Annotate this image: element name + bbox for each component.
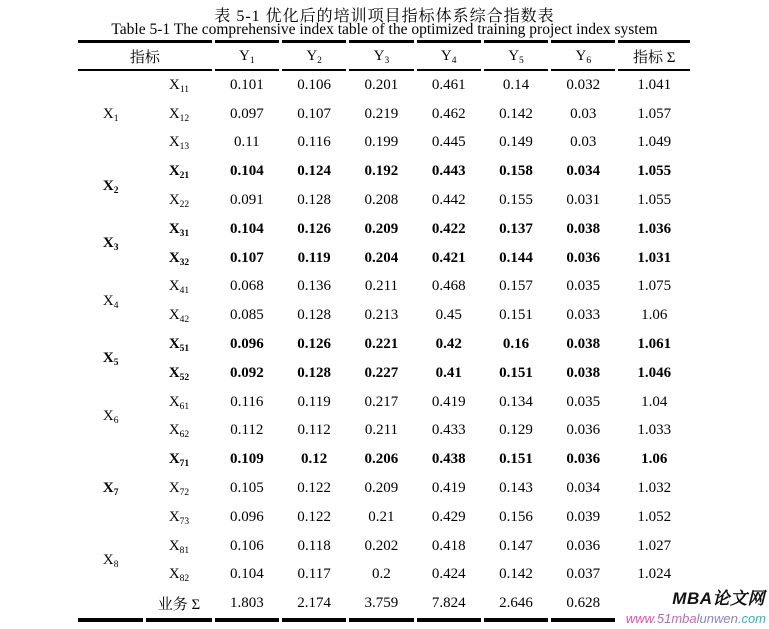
footer-value-cell: 2.646 — [484, 589, 548, 622]
value-cell: 0.21 — [368, 508, 395, 525]
value-cell: 0.126 — [297, 220, 331, 237]
value-cell: 0.422 — [431, 220, 466, 237]
value-cell: 0.433 — [431, 422, 466, 439]
watermark-url — [618, 610, 768, 628]
indicator-label-cell: $X_{81}$ — [168, 537, 190, 556]
value-cell: 0.445 — [431, 134, 466, 151]
column-header: $Y_1$ — [215, 40, 279, 71]
column-header: $Y_6$ — [551, 40, 615, 71]
table-row — [78, 330, 690, 359]
value-cell: 1.06 — [641, 451, 668, 468]
value-cell: 0.101 — [229, 76, 264, 93]
value-cell: 0.118 — [297, 537, 331, 554]
table-row — [78, 532, 690, 561]
value-cell: 0.147 — [499, 537, 533, 554]
table-row — [78, 561, 690, 590]
value-cell: 0.134 — [499, 393, 533, 410]
value-cell: 0.419 — [431, 393, 466, 410]
indicator-label-cell: $X_{51}$ — [168, 336, 190, 355]
footer-value-cell: 7.824 — [417, 589, 481, 622]
value-cell: 1.024 — [637, 566, 672, 583]
table-row — [78, 157, 690, 186]
value-cell: 0.213 — [364, 307, 399, 324]
value-cell: 0.142 — [499, 105, 533, 122]
watermark-url-segment: 51mba — [656, 611, 697, 626]
value-cell: 0.122 — [297, 508, 331, 525]
value-cell: 1.031 — [637, 249, 672, 266]
value-cell: 0.209 — [364, 220, 399, 237]
value-cell: 1.032 — [637, 480, 672, 497]
value-cell: 0.209 — [364, 480, 399, 497]
indicator-label-cell: $X_{62}$ — [168, 422, 190, 441]
value-cell: 0.096 — [229, 508, 264, 525]
value-cell: 0.151 — [499, 451, 533, 468]
value-cell: 0.45 — [435, 307, 462, 324]
value-cell: 0.208 — [364, 192, 399, 209]
column-header: $Y_2$ — [282, 40, 346, 71]
value-cell: 0.136 — [297, 278, 331, 295]
value-cell: 1.027 — [637, 537, 672, 554]
value-cell: 1.052 — [637, 508, 672, 525]
value-cell: 0.03 — [570, 134, 597, 151]
column-header: 指标 — [78, 40, 212, 71]
value-cell: 0.037 — [566, 566, 601, 583]
value-cell: 0.151 — [499, 307, 533, 324]
value-cell: 0.211 — [364, 422, 399, 439]
group-label-cell: $X_4$ — [102, 292, 119, 311]
value-cell: 0.038 — [566, 364, 601, 381]
value-cell: 0.221 — [364, 336, 399, 353]
value-cell: 0.16 — [502, 336, 530, 353]
value-cell: 0.036 — [566, 249, 601, 266]
value-cell: 0.119 — [297, 249, 331, 266]
value-cell: 0.429 — [431, 508, 466, 525]
indicator-label-cell: $X_{41}$ — [168, 278, 190, 297]
header-row — [78, 40, 690, 71]
value-cell: 0.112 — [230, 422, 264, 439]
value-cell: 0.116 — [297, 134, 331, 151]
footer-value-cell: 2.174 — [282, 589, 346, 622]
group-label-cell: $X_6$ — [102, 408, 119, 427]
group-label-cell: $X_3$ — [102, 235, 119, 254]
value-cell: 0.117 — [297, 566, 331, 583]
value-cell: 0.128 — [297, 307, 331, 324]
value-cell: 0.038 — [566, 220, 601, 237]
indicator-label-cell: $X_{61}$ — [168, 393, 190, 412]
table-row — [78, 215, 690, 244]
value-cell: 0.424 — [431, 566, 466, 583]
value-cell: 1.036 — [637, 220, 672, 237]
value-cell: 0.211 — [364, 278, 399, 295]
value-cell: 1.055 — [637, 192, 672, 209]
value-cell: 0.156 — [499, 508, 533, 525]
value-cell: 0.461 — [431, 76, 466, 93]
footer-value-cell: 0.628 — [551, 589, 615, 622]
table-row — [78, 244, 690, 273]
column-header: $Y_5$ — [484, 40, 548, 71]
value-cell: 0.107 — [229, 249, 264, 266]
value-cell: 0.443 — [431, 163, 466, 180]
value-cell: 0.462 — [431, 105, 466, 122]
value-cell: 0.149 — [499, 134, 533, 151]
indicator-label-cell: $X_{71}$ — [168, 451, 190, 470]
value-cell: 0.035 — [566, 393, 601, 410]
table-row — [78, 417, 690, 446]
value-cell: 0.105 — [229, 480, 264, 497]
group-label-cell: $X_8$ — [102, 552, 119, 571]
value-cell: 0.419 — [431, 480, 466, 497]
value-cell: 0.227 — [364, 364, 399, 381]
value-cell: 0.14 — [502, 76, 530, 93]
table-row — [78, 71, 690, 100]
indicator-label-cell: $X_{52}$ — [168, 364, 190, 383]
value-cell: 1.06 — [641, 307, 668, 324]
value-cell: 0.438 — [431, 451, 466, 468]
indicator-label-cell: $X_{42}$ — [168, 307, 190, 326]
value-cell: 1.033 — [637, 422, 672, 439]
value-cell: 0.119 — [297, 393, 331, 410]
value-cell: 0.036 — [566, 422, 601, 439]
value-cell: 0.2 — [372, 566, 391, 583]
footer-row — [78, 589, 690, 622]
table-row — [78, 301, 690, 330]
indicator-label-cell: $X_{13}$ — [168, 134, 190, 153]
value-cell: 0.157 — [499, 278, 533, 295]
value-cell: 0.031 — [566, 192, 601, 209]
indicator-label-cell: $X_{73}$ — [168, 508, 190, 527]
value-cell: 1.061 — [637, 336, 672, 353]
footer-value-cell: 1.803 — [215, 589, 279, 622]
table-row — [78, 129, 690, 158]
column-header: 指标 Σ — [618, 40, 690, 71]
value-cell: 0.036 — [566, 451, 601, 468]
value-cell: 0.112 — [297, 422, 331, 439]
value-cell: 0.129 — [499, 422, 533, 439]
empty-cell — [78, 589, 143, 622]
watermark-url-segment: .com — [737, 611, 766, 626]
indicator-label-cell: $X_{72}$ — [168, 480, 190, 499]
value-cell: 0.142 — [499, 566, 533, 583]
value-cell: 0.41 — [435, 364, 462, 381]
value-cell: 0.104 — [229, 163, 264, 180]
watermark-brand: MBA论文网 — [672, 589, 765, 608]
table-body — [78, 71, 690, 622]
table-row — [78, 273, 690, 302]
table-row — [78, 445, 690, 474]
value-cell: 0.468 — [431, 278, 466, 295]
value-cell: 0.107 — [297, 105, 331, 122]
value-cell: 0.192 — [364, 163, 399, 180]
table-row — [78, 474, 690, 503]
value-cell: 0.116 — [230, 393, 264, 410]
value-cell: 0.204 — [364, 249, 399, 266]
table-header — [78, 40, 690, 71]
table-row — [78, 503, 690, 532]
watermark-url-segment: lunwen — [696, 611, 738, 626]
table-title-cn: 表 5-1 优化后的培训项目指标体系综合指数表 — [214, 8, 555, 25]
value-cell: 0.092 — [229, 364, 264, 381]
value-cell: 0.106 — [229, 537, 264, 554]
value-cell: 0.038 — [566, 336, 601, 353]
value-cell: 0.091 — [229, 192, 264, 209]
value-cell: 1.046 — [637, 364, 672, 381]
table-row — [78, 100, 690, 129]
indicator-label-cell: $X_{32}$ — [168, 249, 190, 268]
value-cell: 0.144 — [499, 249, 533, 266]
indicator-label-cell: $X_{31}$ — [168, 220, 190, 239]
table-row — [78, 388, 690, 417]
value-cell: 0.097 — [229, 105, 264, 122]
value-cell: 0.421 — [431, 249, 466, 266]
value-cell: 1.049 — [637, 134, 672, 151]
value-cell: 0.109 — [229, 451, 264, 468]
value-cell: 0.104 — [229, 566, 264, 583]
group-label-cell: $X_1$ — [102, 105, 119, 124]
value-cell: 0.039 — [566, 508, 601, 525]
value-cell: 0.106 — [297, 76, 331, 93]
watermark-url-segment: www. — [625, 611, 657, 626]
indicator-label-cell: $X_{11}$ — [169, 76, 189, 95]
value-cell: 0.42 — [435, 336, 462, 353]
value-cell: 0.11 — [233, 134, 260, 151]
value-cell: 0.034 — [566, 480, 601, 497]
value-cell: 0.418 — [431, 537, 466, 554]
value-cell: 0.143 — [499, 480, 533, 497]
value-cell: 0.126 — [297, 336, 331, 353]
indicator-label-cell: $X_{82}$ — [168, 566, 190, 585]
value-cell: 1.041 — [637, 76, 672, 93]
footer-value-cell: 3.759 — [349, 589, 413, 622]
value-cell: 0.122 — [297, 480, 331, 497]
column-header: $Y_4$ — [417, 40, 481, 71]
value-cell: 0.032 — [566, 76, 601, 93]
value-cell: 0.155 — [499, 192, 533, 209]
value-cell: 0.219 — [364, 105, 399, 122]
index-table — [75, 40, 693, 622]
table-row — [78, 186, 690, 215]
value-cell: 0.035 — [566, 278, 601, 295]
footer-label-cell: 业务 Σ — [146, 589, 211, 622]
table-title-en: Table 5-1 The comprehensive index table of the optimized training project index system — [111, 21, 658, 38]
value-cell: 0.201 — [364, 76, 399, 93]
indicator-label-cell: $X_{22}$ — [168, 192, 190, 211]
value-cell: 0.199 — [364, 134, 399, 151]
group-label-cell: $X_7$ — [102, 480, 119, 499]
value-cell: 1.04 — [641, 393, 668, 410]
value-cell: 0.137 — [499, 220, 533, 237]
value-cell: 0.034 — [566, 163, 601, 180]
value-cell: 0.128 — [297, 364, 331, 381]
value-cell: 0.096 — [229, 336, 264, 353]
value-cell: 1.055 — [637, 163, 672, 180]
value-cell: 0.206 — [364, 451, 399, 468]
value-cell: 0.124 — [297, 163, 331, 180]
indicator-label-cell: $X_{21}$ — [168, 163, 190, 182]
value-cell: 0.03 — [570, 105, 597, 122]
value-cell: 0.085 — [229, 307, 264, 324]
value-cell: 1.075 — [637, 278, 672, 295]
value-cell: 0.068 — [229, 278, 264, 295]
table-row — [78, 359, 690, 388]
group-label-cell: $X_2$ — [102, 177, 119, 196]
value-cell: 0.104 — [229, 220, 264, 237]
value-cell: 0.442 — [431, 192, 466, 209]
value-cell: 0.202 — [364, 537, 399, 554]
value-cell: 0.217 — [364, 393, 399, 410]
value-cell: 0.033 — [566, 307, 601, 324]
value-cell: 0.151 — [499, 364, 533, 381]
group-label-cell: $X_5$ — [102, 350, 119, 369]
indicator-label-cell: $X_{12}$ — [168, 105, 190, 124]
value-cell: 0.128 — [297, 192, 331, 209]
site-watermark — [618, 584, 768, 628]
value-cell: 0.12 — [300, 451, 328, 468]
value-cell: 1.057 — [637, 105, 672, 122]
value-cell: 0.158 — [499, 163, 533, 180]
value-cell: 0.036 — [566, 537, 601, 554]
column-header: $Y_3$ — [349, 40, 413, 71]
